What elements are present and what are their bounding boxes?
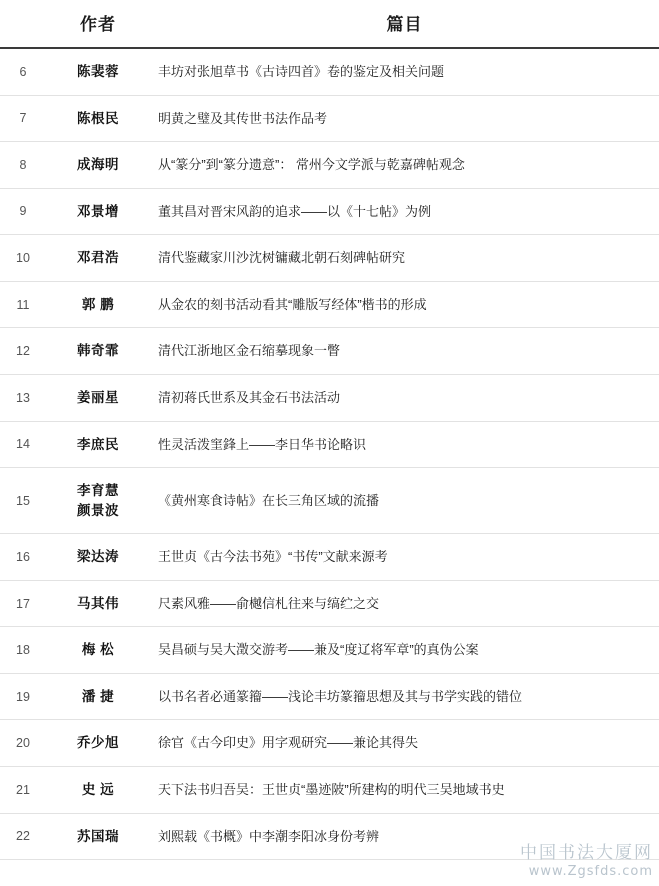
row-title: 董其昌对晋宋风韵的追求——以《十七帖》为例 bbox=[158, 203, 432, 219]
author-name-line: 邓景增 bbox=[77, 203, 119, 219]
row-index: 9 bbox=[19, 204, 27, 219]
column-header-index bbox=[0, 0, 46, 48]
author-name-line: 梅 松 bbox=[81, 642, 115, 658]
author-name-line: 马其伟 bbox=[77, 595, 119, 611]
row-author bbox=[46, 188, 150, 235]
row-title: 吴昌硕与吴大澂交游考——兼及“度辽将军章”的真伪公案 bbox=[158, 642, 479, 658]
row-author bbox=[46, 142, 150, 189]
row-index: 20 bbox=[16, 736, 30, 751]
author-name-line: 成海明 bbox=[77, 157, 119, 173]
row-title: 从金农的刻书活动看其“雕版写经体”楷书的形成 bbox=[158, 296, 427, 312]
author-name-line: 陈裴蓉 bbox=[77, 64, 119, 79]
row-author bbox=[46, 328, 150, 375]
author-name-line: 苏国瑞 bbox=[77, 828, 119, 844]
row-index: 11 bbox=[16, 297, 30, 312]
row-author bbox=[46, 48, 150, 95]
row-index: 21 bbox=[16, 782, 30, 797]
row-title: 性灵活泼窐鋒上——李日华书论略识 bbox=[158, 436, 367, 452]
row-author bbox=[46, 374, 150, 421]
row-title: 天下法书归吾吴：王世贞“墨迹陂”所建构的明代三吴地域书史 bbox=[158, 782, 505, 798]
author-name-line: 颜景波 bbox=[77, 502, 119, 518]
author-name-line: 李庶民 bbox=[77, 436, 119, 452]
table-row bbox=[0, 235, 659, 282]
row-author bbox=[46, 468, 150, 534]
row-title: 尺素风雅——俞樾信札往来与缟纻之交 bbox=[158, 595, 380, 611]
author-name-line: 邓君浩 bbox=[77, 250, 119, 266]
row-title: 以书名者必通篆籀——浅论丰坊篆籀思想及其与书学实践的错位 bbox=[158, 688, 523, 704]
row-index: 19 bbox=[16, 689, 30, 704]
row-author bbox=[46, 720, 150, 767]
row-index: 15 bbox=[16, 493, 30, 508]
row-author bbox=[46, 580, 150, 627]
row-index: 6 bbox=[19, 64, 27, 79]
author-name-line: 梁达涛 bbox=[77, 549, 119, 565]
watermark-sub-text: www.Zgsfds.com bbox=[528, 863, 653, 879]
table-row bbox=[0, 534, 659, 581]
watermark-main-text: 中国书法大厦网 bbox=[520, 842, 653, 863]
row-index: 13 bbox=[16, 390, 30, 405]
table-row bbox=[0, 468, 659, 534]
table-row bbox=[0, 142, 659, 189]
row-title: 清代江浙地区金石缩摹现象一瞥 bbox=[158, 343, 341, 359]
row-title: 清代鉴藏家川沙沈树镛藏北朝石刻碑帖研究 bbox=[158, 250, 406, 266]
row-title: 从“篆分”到“篆分遗意”： 常州今文学派与乾嘉碑帖观念 bbox=[158, 157, 465, 173]
table-row bbox=[0, 580, 659, 627]
row-title: 明黄之璧及其传世书法作品考 bbox=[158, 110, 328, 126]
row-title: 徐官《古今印史》用字观研究——兼论其得失 bbox=[158, 735, 419, 751]
author-name-line: 潘 捷 bbox=[81, 688, 115, 704]
table-row bbox=[0, 720, 659, 767]
table-body bbox=[0, 48, 659, 860]
table-row bbox=[0, 95, 659, 142]
row-author bbox=[46, 95, 150, 142]
row-index: 8 bbox=[19, 157, 27, 172]
author-name-line: 陈根民 bbox=[77, 110, 119, 126]
row-author bbox=[46, 421, 150, 468]
column-header-title: 篇目 bbox=[386, 15, 423, 34]
row-index: 14 bbox=[16, 437, 30, 452]
table-row bbox=[0, 48, 659, 95]
table-row bbox=[0, 673, 659, 720]
table-row bbox=[0, 767, 659, 814]
row-title: 《黄州寒食诗帖》在长三角区域的流播 bbox=[158, 492, 380, 508]
row-title: 丰坊对张旭草书《古诗四首》卷的鉴定及相关问题 bbox=[158, 64, 445, 80]
author-name-line: 乔少旭 bbox=[77, 735, 119, 751]
column-header-author: 作者 bbox=[80, 15, 116, 34]
author-name-line: 郭 鹏 bbox=[81, 296, 115, 312]
row-author bbox=[46, 235, 150, 282]
row-index: 10 bbox=[16, 251, 30, 266]
author-name-line: 姜丽星 bbox=[77, 389, 119, 405]
row-title: 刘熙载《书概》中李潮李阳冰身份考辨 bbox=[158, 828, 380, 844]
table-row bbox=[0, 374, 659, 421]
row-index: 18 bbox=[16, 643, 30, 658]
table-row bbox=[0, 328, 659, 375]
row-author bbox=[46, 673, 150, 720]
author-name-line: 韩奇霏 bbox=[77, 343, 119, 359]
author-name-line: 史 远 bbox=[81, 782, 115, 797]
row-index: 16 bbox=[16, 549, 30, 564]
table-header bbox=[0, 0, 659, 48]
table-row bbox=[0, 188, 659, 235]
row-author bbox=[46, 627, 150, 674]
row-index: 17 bbox=[16, 596, 30, 611]
row-title: 清初蒋氏世系及其金石书法活动 bbox=[158, 389, 341, 405]
table-row bbox=[0, 813, 659, 860]
row-index: 7 bbox=[19, 111, 27, 126]
table-header-row bbox=[0, 0, 659, 48]
row-author bbox=[46, 767, 150, 814]
table-row bbox=[0, 627, 659, 674]
row-title: 王世贞《古今法书苑》“书传”文献来源考 bbox=[158, 549, 388, 565]
author-name-line: 李育慧 bbox=[77, 483, 119, 499]
table-row bbox=[0, 281, 659, 328]
table-row bbox=[0, 421, 659, 468]
row-author bbox=[46, 813, 150, 860]
row-index: 12 bbox=[16, 344, 30, 359]
row-index: 22 bbox=[16, 829, 30, 844]
row-author bbox=[46, 534, 150, 581]
row-author bbox=[46, 281, 150, 328]
